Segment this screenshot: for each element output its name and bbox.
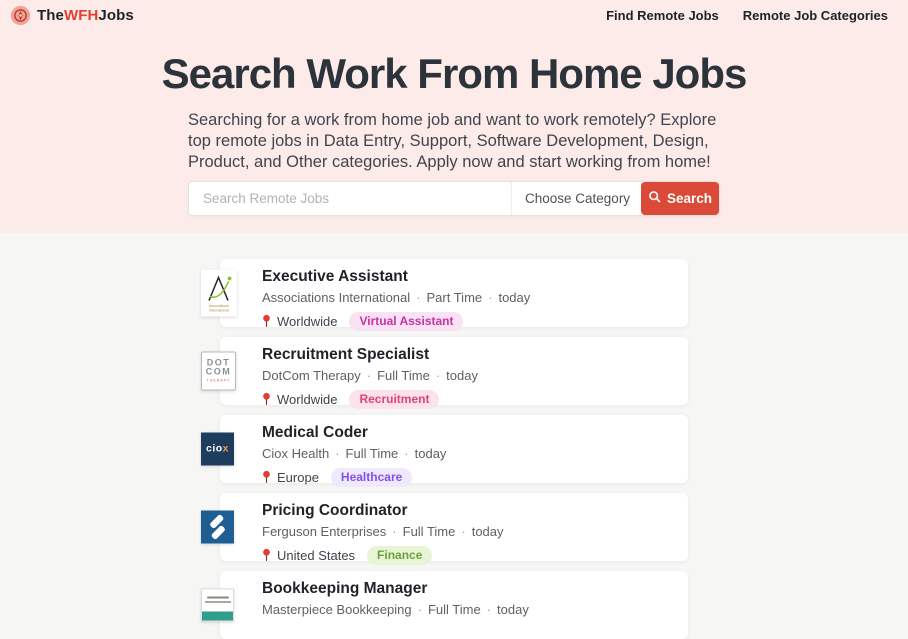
- brand[interactable]: [10, 5, 134, 26]
- job-title: Recruitment Specialist: [262, 345, 430, 363]
- ciox-health-logo: ciox: [201, 432, 234, 465]
- location-pin-icon: [262, 392, 271, 407]
- header: [0, 0, 908, 26]
- page-subtitle: Searching for a work from home job and want to work remotely? Explore top remote jobs in Data Entry, Support, Software Development, Design, Product, and Other categories. Apply now and start working from home!: [188, 110, 717, 171]
- job-company: Ciox Health: [262, 445, 330, 461]
- job-type: Full Time: [345, 445, 399, 461]
- company-logo: [201, 510, 234, 543]
- job-posted: today: [497, 601, 529, 617]
- dotcom-therapy-logo: DOT COM THERAPY: [201, 351, 236, 390]
- job-category-tag[interactable]: Finance: [367, 546, 432, 565]
- job-company: Ferguson Enterprises: [262, 523, 387, 539]
- main-nav: [606, 8, 888, 23]
- job-posted: today: [414, 445, 447, 461]
- nav-find-remote-jobs[interactable]: Find Remote Jobs: [606, 8, 719, 23]
- job-meta: Ciox Health · Full Time · today: [262, 445, 447, 461]
- job-location-row: [262, 546, 672, 565]
- job-meta: Masterpiece Bookkeeping · Full Time · today: [262, 601, 529, 617]
- svg-text:Associations: Associations: [208, 303, 230, 308]
- job-title: Bookkeeping Manager: [262, 579, 428, 597]
- job-location: Worldwide: [277, 313, 338, 329]
- job-company: DotCom Therapy: [262, 367, 361, 383]
- job-type: Full Time: [377, 367, 430, 383]
- job-category-tag[interactable]: Recruitment: [349, 390, 439, 409]
- job-card[interactable]: [205, 415, 688, 485]
- category-select[interactable]: Choose Category: [511, 182, 641, 215]
- job-posted: today: [471, 523, 504, 539]
- job-location-row: [262, 468, 672, 487]
- job-card[interactable]: [220, 571, 688, 639]
- job-location: Worldwide: [277, 391, 338, 407]
- job-card[interactable]: [220, 493, 688, 561]
- hero-section: [0, 0, 908, 233]
- search-button-label: Search: [666, 190, 713, 206]
- job-location: United States: [277, 547, 356, 563]
- location-pin-icon: [262, 314, 271, 329]
- search-input[interactable]: [189, 182, 511, 215]
- brand-name: TheWFHJobs: [37, 7, 134, 24]
- associations-international-logo: [201, 269, 237, 316]
- job-category-tag[interactable]: Virtual Assistant: [349, 312, 463, 331]
- company-logo: [201, 432, 234, 465]
- search-bar: [188, 181, 720, 216]
- job-location-row: [262, 312, 672, 331]
- location-pin-icon: [262, 470, 271, 485]
- brand-name-accent: WFH: [63, 7, 99, 24]
- job-category-tag[interactable]: Healthcare: [331, 468, 412, 487]
- job-type: Part Time: [426, 289, 483, 305]
- location-pin-icon: [262, 548, 271, 563]
- page-title: Search Work From Home Jobs: [161, 50, 747, 97]
- search-icon: [648, 190, 661, 206]
- job-company: Masterpiece Bookkeeping: [262, 601, 412, 617]
- job-location: Europe: [277, 469, 319, 485]
- job-type: Full Time: [427, 601, 481, 617]
- job-title: Medical Coder: [262, 423, 368, 441]
- job-company: Associations International: [262, 289, 411, 305]
- job-card[interactable]: [208, 259, 688, 329]
- job-list: [0, 233, 908, 639]
- job-meta: Associations International · Part Time · today: [262, 289, 531, 305]
- nav-remote-job-categories[interactable]: Remote Job Categories: [742, 8, 888, 23]
- job-title: Executive Assistant: [262, 267, 408, 285]
- job-type: Full Time: [402, 523, 456, 539]
- company-logo: [201, 351, 236, 390]
- job-title: Pricing Coordinator: [262, 501, 408, 519]
- job-posted: today: [498, 289, 531, 305]
- svg-text:International: International: [209, 308, 229, 313]
- search-button[interactable]: [641, 182, 719, 215]
- job-meta: DotCom Therapy · Full Time · today: [262, 367, 478, 383]
- job-posted: today: [446, 367, 478, 383]
- brand-compass-icon: [10, 5, 31, 26]
- job-location-row: [262, 390, 672, 409]
- job-meta: Ferguson Enterprises · Full Time · today: [262, 523, 504, 539]
- masterpiece-bookkeeping-logo: [201, 588, 234, 621]
- company-logo: [201, 588, 234, 621]
- job-card[interactable]: [205, 337, 688, 407]
- ferguson-logo: [201, 510, 234, 543]
- company-logo: [201, 269, 237, 316]
